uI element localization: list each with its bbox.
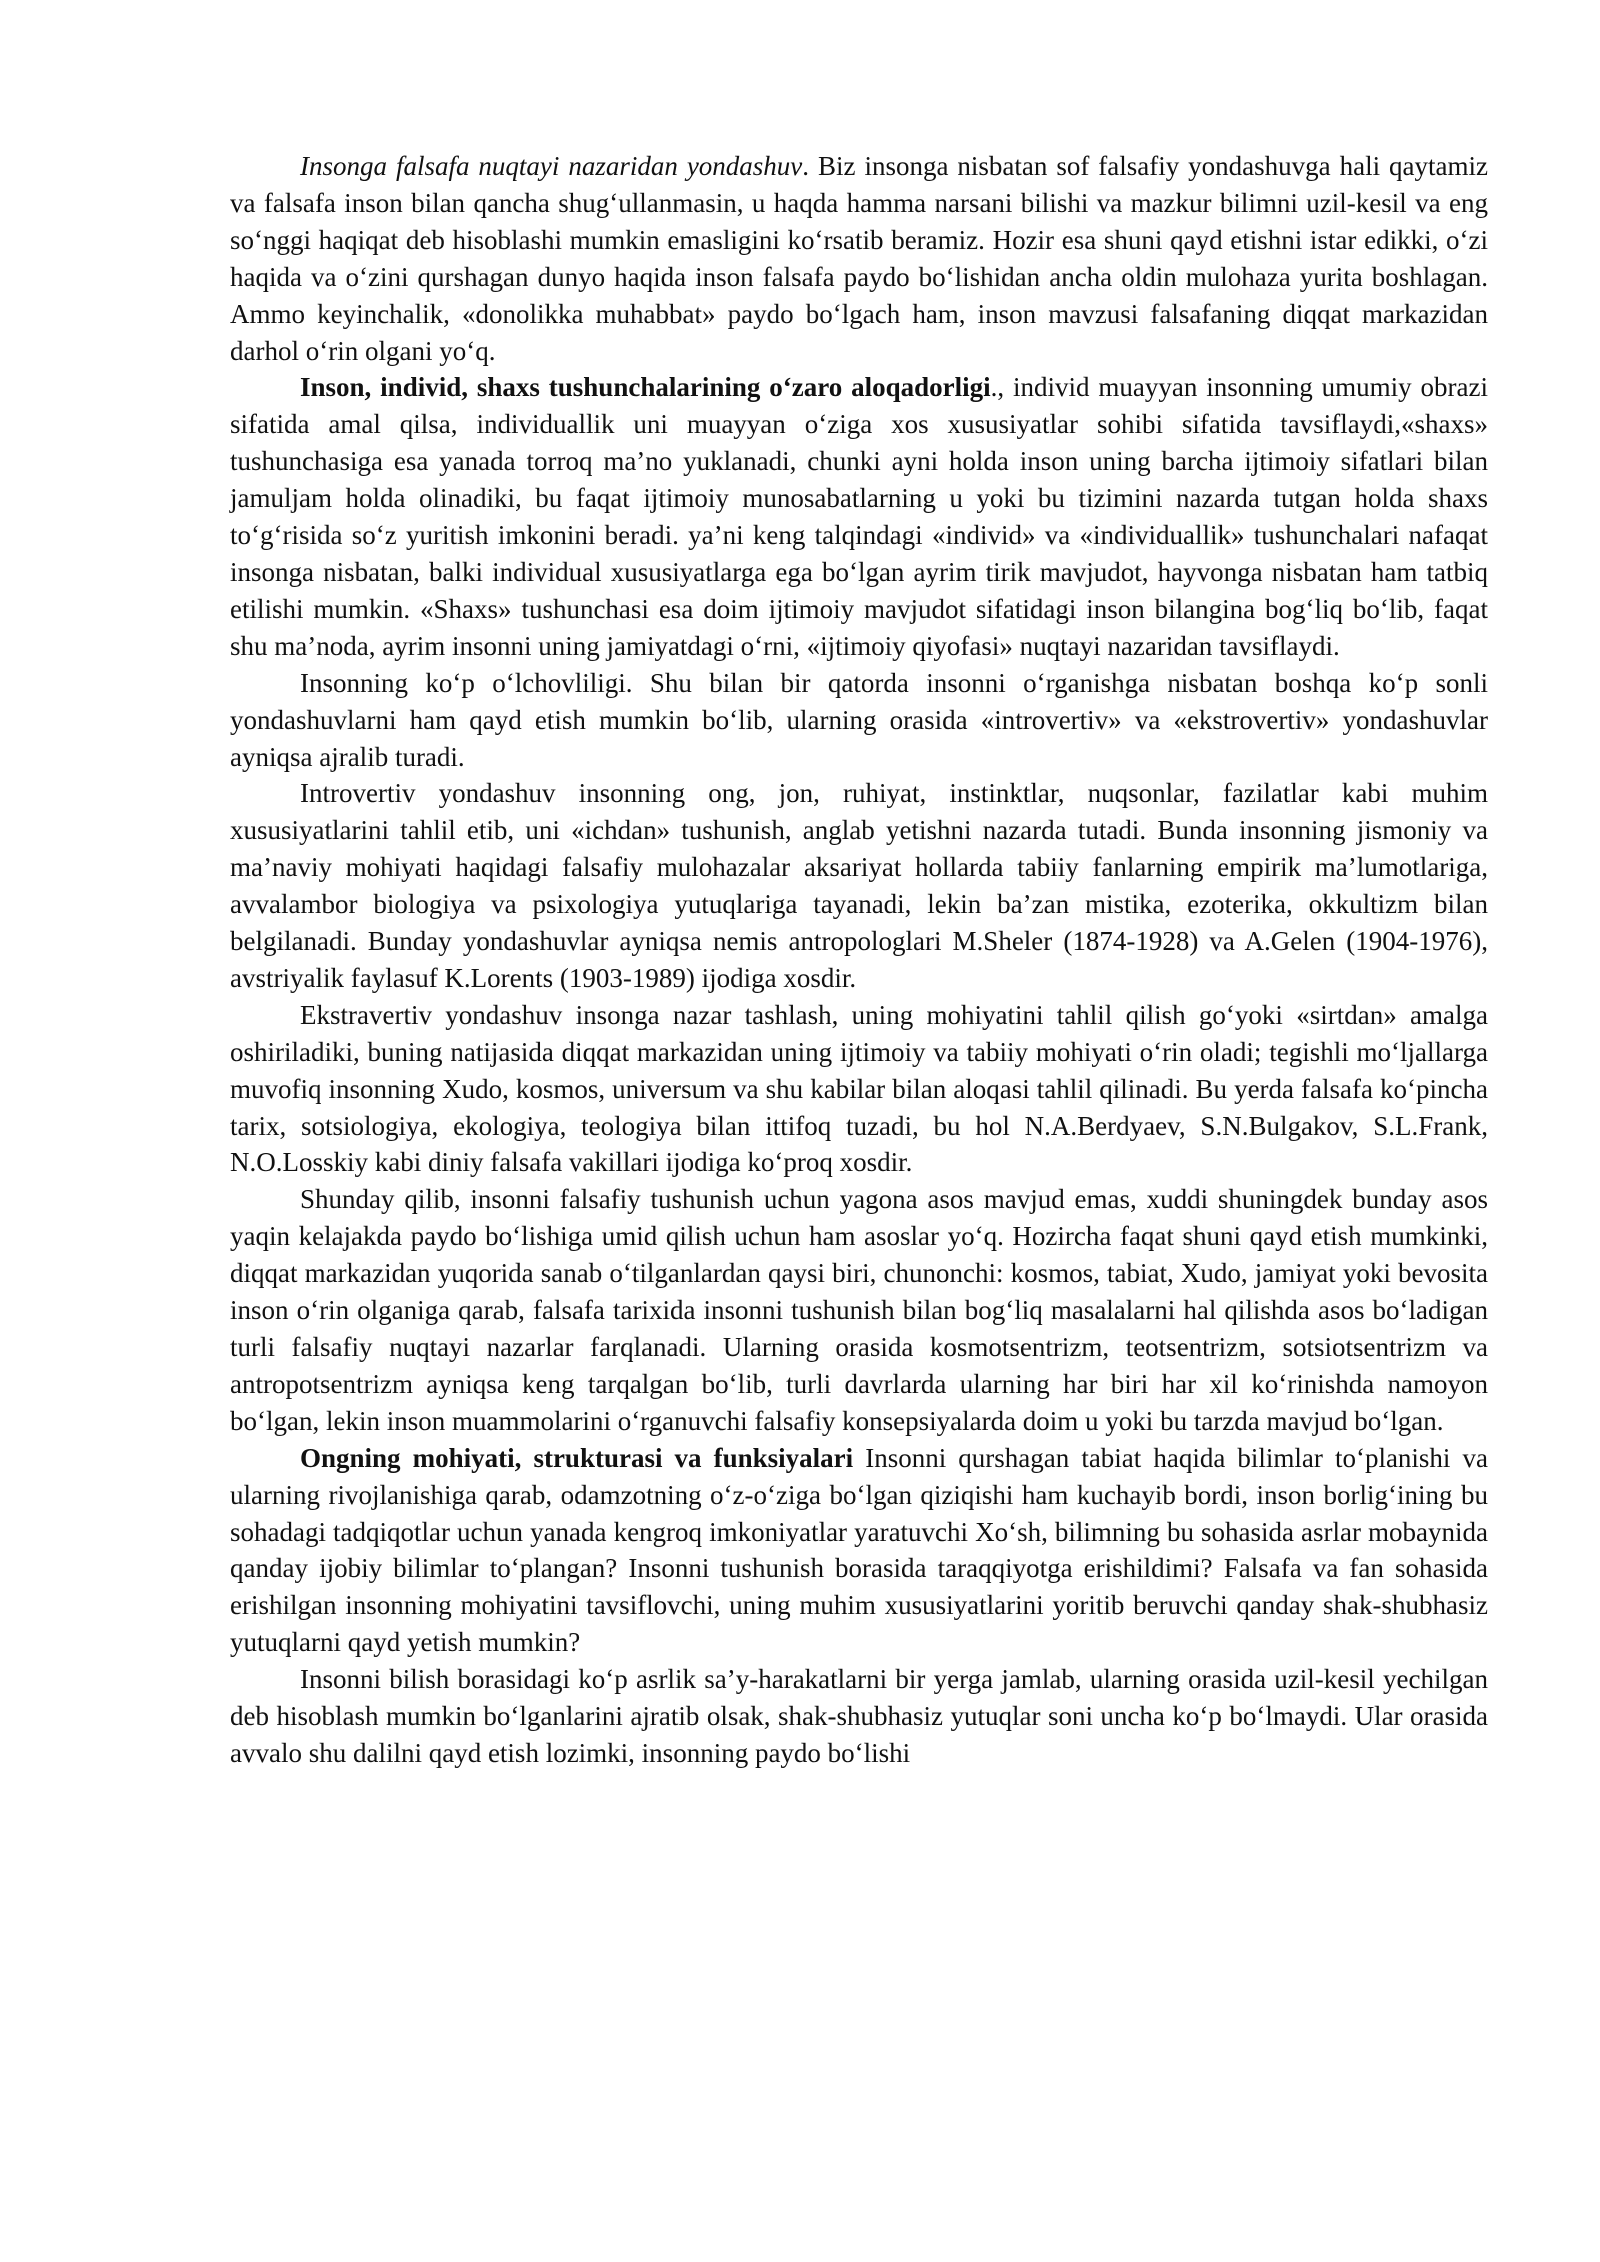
paragraph-1 [230, 148, 1488, 369]
paragraph-6: Shunday qilib, insonni falsafiy tushunish uchun yagona asos mavjud emas, xuddi shuningdek bunday asos yaqin kelajakda paydo bo‘lishiga umid qilish uchun ham asoslar yo‘q. Hozircha faqat shuni qayd etish mumkinki, diqqat markazidan yuqorida sanab o‘tilganlardan qaysi biri, chunonchi: kosmos, tabiat, Xudo, jamiyat yoki bevosita inson o‘rin olganiga qarab, falsafa tarixida insonni tushunish bilan bog‘liq masalalarni hal qilishda asos bo‘ladigan turli falsafiy nuqtayi nazarlar farqlanadi. Ularning orasida kosmotsentrizm, teotsentrizm, sotsiotsentrizm va antropotsentrizm ayniqsa keng tarqalgan bo‘lib, turli davrlarda ularning har biri har xil ko‘rinishda namoyon bo‘lgan, lekin inson muammolarini o‘rganuvchi falsafiy konsepsiyalarda doim u yoki bu tarzda mavjud bo‘lgan. [230, 1184, 1488, 1436]
paragraph-5: Ekstravertiv yondashuv insonga nazar tashlash, uning mohiyatini tahlil qilish go‘yoki «sirtdan» amalga oshiriladiki, buning natijasida diqqat markazidan uning ijtimoiy va tabiiy mohiyati o‘rin oladi; tegishli mo‘ljallarga muvofiq insonning Xudo, kosmos, universum va shu kabilar bilan aloqasi tahlil qilinadi. Bu yerda falsafa ko‘pincha tarix, sotsiologiya, ekologiya, teologiya bilan ittifoq tuzadi, bu hol N.A.Berdyaev, S.N.Bulgakov, S.L.Frank, N.O.Losskiy kabi diniy falsafa vakillari ijodiga ko‘proq xosdir. [230, 999, 1488, 1178]
paragraph-text: . Biz insonga nisbatan sof falsafiy yondashuvga hali qaytamiz va falsafa inson bilan qancha shug‘ullanmasin, u haqda hamma narsani bilishi va mazkur bilimni uzil-kesil va eng so‘nggi haqiqat deb hisoblashi mumkin emasligini ko‘rsatib beramiz. Hozir esa shuni qayd etishni istar edikki, o‘zi haqida va o‘zini qurshagan dunyo haqida inson falsafa paydo bo‘lishidan ancha oldin mulohaza yurita boshlagan. Ammo keyinchalik, «donolikka muhabbat» paydo bo‘lgach ham, inson mavzusi falsafaning diqqat markazidan darhol o‘rin olgani yo‘q. [230, 151, 1488, 366]
paragraph-lead-italic: Insonga falsafa nuqtayi nazaridan yondashuv [300, 151, 803, 181]
paragraph-7 [230, 1440, 1488, 1661]
paragraph-text: ., individ muayyan insonning umumiy obrazi sifatida amal qilsa, individuallik uni muayyan o‘ziga xos xususiyatlar sohibi sifatida tavsiflaydi,«shaxs» tushunchasiga esa yanada torroq ma’no yuklanadi, chunki ayni holda inson uning barcha ijtimoiy sifatlari bilan jamuljam holda olinadiki, bu faqat ijtimoiy munosabatlarning u yoki bu tizimini nazarda tutgan holda shaxs to‘g‘risida so‘z yuritish imkonini beradi. ya’ni keng talqindagi «individ» va «individuallik» tushunchalari nafaqat insonga nisbatan, balki individual xususiyatlarga ega bo‘lgan ayrim tirik mavjudot, hayvonga nisbatan ham tatbiq etilishi mumkin. «Shaxs» tushunchasi esa doim ijtimoiy mavjudot sifatidagi inson bilangina bog‘liq bo‘lib, faqat shu ma’noda, ayrim insonni uning jamiyatdagi o‘rni, «ijtimoiy qiyofasi» nuqtayi nazaridan tavsiflaydi. [230, 372, 1488, 661]
paragraph-2 [230, 369, 1488, 664]
section-heading: Inson, individ, shaxs tushunchalarining o‘zaro aloqadorligi [300, 372, 991, 403]
section-heading: Ongning mohiyati, strukturasi va funksiyalari [300, 1442, 854, 1473]
paragraph-8: Insonni bilish borasidagi ko‘p asrlik sa’y-harakatlarni bir yerga jamlab, ularning orasida uzil-kesil yechilgan deb hisoblash mumkin bo‘lganlarini ajratib olsak, shak-shubhasiz yutuqlar soni uncha ko‘p bo‘lmaydi. Ular orasida avvalo shu dalilni qayd etish lozimki, insonning paydo bo‘lishi [230, 1664, 1488, 1768]
paragraph-4: Introvertiv yondashuv insonning ong, jon, ruhiyat, instinktlar, nuqsonlar, fazilatlar kabi muhim xususiyatlarini tahlil etib, uni «ichdan» tushunish, anglab yetishni nazarda tutadi. Bunda insonning jismoniy va ma’naviy mohiyati haqidagi falsafiy mulohazalar aksariyat hollarda tabiiy fanlarning empirik ma’lumotlariga, avvalambor biologiya va psixologiya yutuqlariga tayanadi, lekin ba’zan mistika, ezoterika, okkultizm bilan belgilanadi. Bunday yondashuvlar ayniqsa nemis antropologlari M.Sheler (1874-1928) va A.Gelen (1904-1976), avstriyalik faylasuf K.Lorents (1903-1989) ijodiga xosdir. [230, 778, 1488, 993]
document-page [230, 148, 1488, 1772]
paragraph-3: Insonning ko‘p o‘lchovliligi. Shu bilan bir qatorda insonni o‘rganishga nisbatan boshqa ko‘p sonli yondashuvlarni ham qayd etish mumkin bo‘lib, ularning orasida «introvertiv» va «ekstrovertiv» yondashuvlar ayniqsa ajralib turadi. [230, 667, 1488, 772]
paragraph-text: Insonni qurshagan tabiat haqida bilimlar to‘planishi va ularning rivojlanishiga qarab, odamzotning o‘z-o‘ziga bo‘lgan qiziqishi ham kuchayib bordi, inson borlig‘ining bu sohadagi tadqiqotlar uchun yanada kengroq imkoniyatlar yaratuvchi Xo‘sh, bilimning bu sohasida asrlar mobaynida qanday ijobiy bilimlar to‘plangan? Insonni tushunish borasida taraqqiyotga erishildimi? Falsafa va fan sohasida erishilgan insonning mohiyatini tavsiflovchi, uning muhim xususiyatlarini yoritib beruvchi qanday shak-shubhasiz yutuqlarni qayd yetish mumkin? [230, 1442, 1488, 1658]
